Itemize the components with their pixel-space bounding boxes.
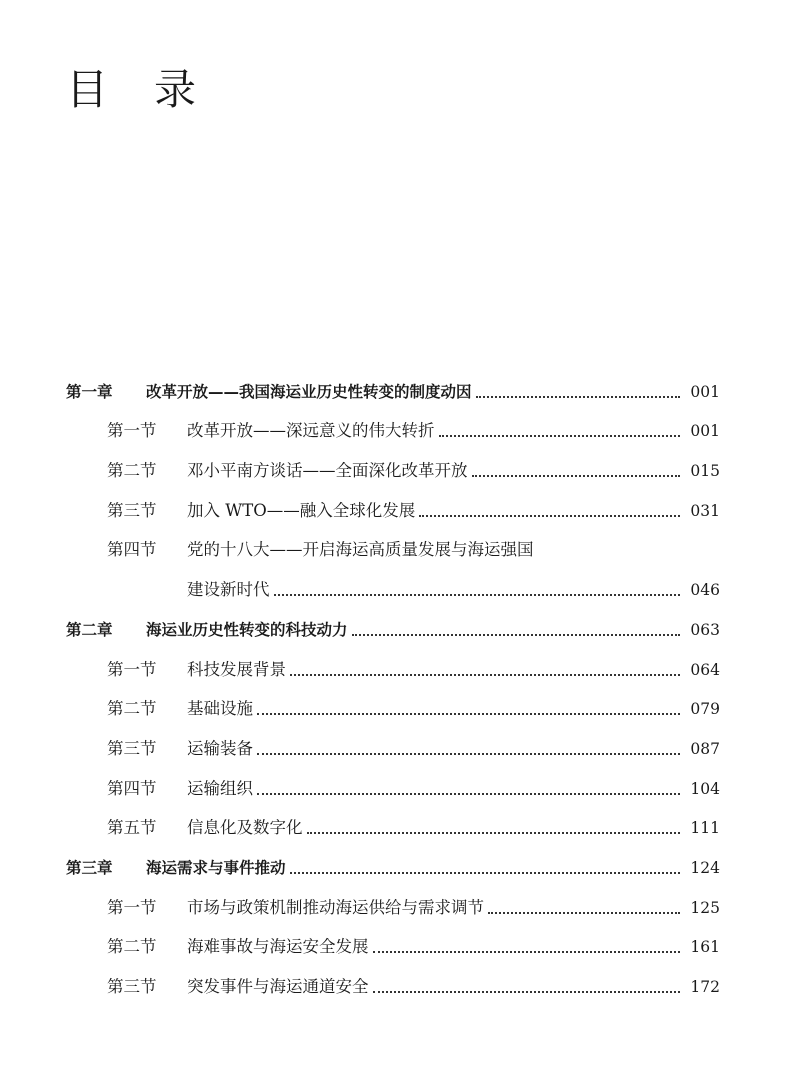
- dot-leader: [290, 871, 680, 874]
- section-label: 第三节: [107, 977, 157, 996]
- dot-leader: [257, 752, 680, 755]
- chapter-label: 第二章: [66, 620, 113, 639]
- toc-entry-title: 海难事故与海运安全发展: [187, 937, 369, 957]
- toc-section-row[interactable]: [66, 441, 720, 481]
- section-label: 第三节: [107, 738, 157, 758]
- dot-leader: [257, 792, 680, 795]
- toc-section-row[interactable]: [66, 918, 720, 958]
- toc-section-row[interactable]: [66, 680, 720, 720]
- toc-section-row[interactable]: [66, 957, 720, 997]
- toc-entry-title: 突发事件与海运通道安全: [187, 977, 369, 996]
- page-number: 087: [690, 739, 720, 758]
- section-label: 第一节: [107, 659, 157, 679]
- page-title-char-2: 录: [154, 65, 197, 114]
- toc-section-row[interactable]: [66, 640, 720, 680]
- toc-entry-title: 市场与政策机制推动海运供给与需求调节: [187, 897, 484, 917]
- section-label: 第二节: [107, 461, 157, 481]
- page-number: 125: [690, 898, 720, 917]
- section-label: 第二节: [107, 937, 157, 957]
- page-number: 111: [690, 819, 720, 838]
- toc-entry-title: 运输装备: [187, 738, 253, 758]
- toc-entry-title: 加入 WTO——融入全球化发展: [187, 500, 416, 520]
- page-title-char-1: 目: [66, 65, 109, 114]
- dot-leader: [476, 395, 680, 398]
- dot-leader: [290, 673, 680, 676]
- toc-chapter-row[interactable]: [66, 362, 720, 402]
- page-number: 046: [690, 581, 720, 600]
- toc-entry-title: 信息化及数字化: [187, 818, 303, 838]
- dot-leader: [307, 831, 681, 834]
- section-label: 第一节: [107, 897, 157, 917]
- dot-leader: [274, 593, 681, 596]
- page-number: 001: [690, 422, 720, 441]
- section-label: 第四节: [107, 778, 157, 798]
- toc-entry-title: 改革开放——我国海运业历史性转变的制度动因: [146, 382, 472, 401]
- section-label: 第三节: [107, 500, 157, 520]
- toc-section-row[interactable]: [66, 878, 720, 918]
- page-number: 001: [690, 382, 720, 401]
- page-number: 079: [690, 700, 720, 719]
- table-of-contents: [66, 362, 720, 997]
- toc-entry-title: 邓小平南方谈话——全面深化改革开放: [187, 461, 468, 481]
- page-number: 124: [690, 858, 720, 877]
- toc-entry-title: 科技发展背景: [187, 659, 286, 679]
- page-title: [66, 62, 196, 118]
- section-label: 第二节: [107, 699, 157, 719]
- toc-chapter-row[interactable]: [66, 600, 720, 640]
- page-number: 172: [690, 978, 720, 996]
- page-number: 063: [690, 620, 720, 639]
- dot-leader: [488, 911, 680, 914]
- toc-section-row[interactable]: [66, 719, 720, 759]
- page-number: 064: [690, 660, 720, 679]
- toc-section-row[interactable]: [66, 560, 720, 600]
- toc-entry-title: 运输组织: [187, 778, 253, 798]
- toc-entry-title: 基础设施: [187, 699, 253, 719]
- toc-section-row[interactable]: [66, 402, 720, 442]
- page-number: 015: [690, 462, 720, 481]
- section-label: 第一节: [107, 421, 157, 441]
- dot-leader: [257, 712, 680, 715]
- dot-leader: [419, 514, 680, 517]
- toc-entry-title: 海运业历史性转变的科技动力: [146, 620, 348, 639]
- dot-leader: [373, 990, 681, 993]
- page-number: 031: [690, 501, 720, 520]
- dot-leader: [373, 950, 681, 953]
- toc-section-row[interactable]: [66, 799, 720, 839]
- toc-entry-title: 建设新时代: [187, 580, 270, 600]
- dot-leader: [472, 474, 681, 477]
- page-number: 161: [690, 938, 720, 957]
- chapter-label: 第三章: [66, 858, 113, 877]
- toc-entry-title: 海运需求与事件推动: [146, 858, 286, 877]
- chapter-label: 第一章: [66, 382, 113, 401]
- toc-section-row[interactable]: [66, 759, 720, 799]
- dot-leader: [352, 633, 680, 636]
- section-label: 第五节: [107, 818, 157, 838]
- section-label: 第四节: [107, 540, 157, 560]
- toc-entry-title: 党的十八大——开启海运高质量发展与海运强国: [187, 540, 534, 560]
- page-number: 104: [690, 779, 720, 798]
- toc-chapter-row[interactable]: [66, 838, 720, 878]
- toc-section-row[interactable]: [66, 521, 720, 561]
- dot-leader: [439, 434, 681, 437]
- toc-entry-title: 改革开放——深远意义的伟大转折: [187, 421, 435, 441]
- toc-section-row[interactable]: [66, 481, 720, 521]
